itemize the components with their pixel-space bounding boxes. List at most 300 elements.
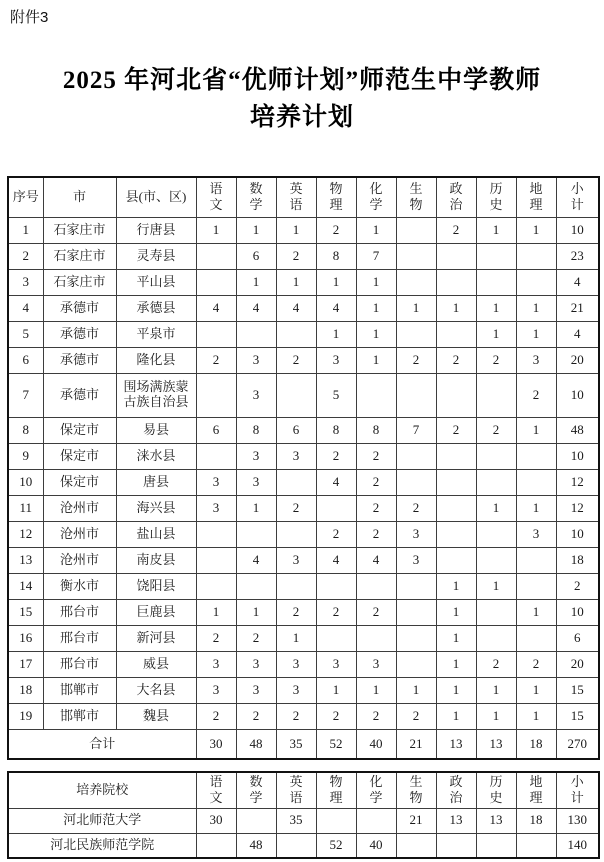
county-cell: 灵寿县 — [116, 243, 196, 269]
county-cell: 易县 — [116, 417, 196, 443]
total-label-cell: 合计 — [8, 729, 196, 759]
plan-table-row — [8, 373, 599, 417]
chemistry-value-cell: 1 — [356, 269, 396, 295]
physics-value-cell: 2 — [316, 217, 356, 243]
city-cell: 沧州市 — [43, 547, 116, 573]
col-header-history: 历史 — [476, 177, 516, 217]
politics-value-cell: 2 — [436, 217, 476, 243]
history-value-cell — [476, 599, 516, 625]
page-title-line-2: 培养计划 — [249, 104, 354, 131]
chemistry-value-cell: 1 — [356, 295, 396, 321]
plan-table-row — [8, 651, 599, 677]
math-value-cell — [236, 521, 276, 547]
physics-value-cell: 8 — [316, 243, 356, 269]
chemistry-value-cell: 1 — [356, 347, 396, 373]
english-value-cell: 3 — [276, 677, 316, 703]
subtotal-value-cell: 20 — [556, 651, 599, 677]
chemistry-value-cell: 2 — [356, 443, 396, 469]
chinese-value-cell — [196, 833, 236, 858]
city-cell: 承德市 — [43, 347, 116, 373]
city-cell: 石家庄市 — [43, 243, 116, 269]
row-number-cell: 8 — [8, 417, 43, 443]
col-header-math: 数学 — [236, 772, 276, 808]
history-value-cell: 1 — [476, 495, 516, 521]
biology-value-cell — [396, 833, 436, 858]
biology-value-cell — [396, 217, 436, 243]
col-header-chemistry: 化学 — [356, 772, 396, 808]
biology-value-cell: 7 — [396, 417, 436, 443]
chemistry-value-cell: 3 — [356, 651, 396, 677]
chemistry-value-cell: 1 — [356, 321, 396, 347]
geography-value-cell: 18 — [516, 808, 556, 833]
plan-table-header-row — [8, 177, 599, 217]
plan-table-row — [8, 321, 599, 347]
biology-value-cell — [396, 651, 436, 677]
biology-value-cell: 3 — [396, 547, 436, 573]
english-value-cell: 2 — [276, 599, 316, 625]
english-value-cell: 2 — [276, 703, 316, 729]
chinese-value-cell: 1 — [196, 217, 236, 243]
math-value-cell: 1 — [236, 495, 276, 521]
col-header-physics: 物理 — [316, 177, 356, 217]
subtotal-value-cell: 18 — [556, 547, 599, 573]
physics-value-cell: 1 — [316, 321, 356, 347]
col-header-geography: 地理 — [516, 772, 556, 808]
politics-value-cell — [436, 373, 476, 417]
col-header-politics: 政治 — [436, 772, 476, 808]
history-total-cell: 13 — [476, 729, 516, 759]
plan-table — [7, 176, 600, 760]
physics-value-cell: 3 — [316, 347, 356, 373]
history-value-cell: 13 — [476, 808, 516, 833]
history-value-cell: 2 — [476, 347, 516, 373]
politics-value-cell: 2 — [436, 417, 476, 443]
physics-value-cell — [316, 808, 356, 833]
chemistry-value-cell — [356, 573, 396, 599]
biology-value-cell — [396, 269, 436, 295]
math-value-cell: 3 — [236, 651, 276, 677]
english-value-cell: 3 — [276, 651, 316, 677]
math-value-cell: 8 — [236, 417, 276, 443]
chemistry-value-cell: 2 — [356, 495, 396, 521]
plan-table-total-row — [8, 729, 599, 759]
city-cell: 邢台市 — [43, 599, 116, 625]
biology-value-cell: 3 — [396, 521, 436, 547]
chemistry-value-cell: 1 — [356, 217, 396, 243]
math-value-cell: 4 — [236, 295, 276, 321]
subtotal-value-cell: 2 — [556, 573, 599, 599]
english-value-cell: 4 — [276, 295, 316, 321]
chemistry-value-cell: 2 — [356, 599, 396, 625]
biology-value-cell — [396, 443, 436, 469]
county-cell: 南皮县 — [116, 547, 196, 573]
plan-table-row — [8, 677, 599, 703]
geography-value-cell: 2 — [516, 651, 556, 677]
biology-value-cell — [396, 243, 436, 269]
row-number-cell: 10 — [8, 469, 43, 495]
county-cell: 行唐县 — [116, 217, 196, 243]
math-value-cell — [236, 321, 276, 347]
subtotal-value-cell: 20 — [556, 347, 599, 373]
math-value-cell — [236, 573, 276, 599]
physics-value-cell: 8 — [316, 417, 356, 443]
row-number-cell: 6 — [8, 347, 43, 373]
plan-table-row — [8, 625, 599, 651]
math-value-cell: 48 — [236, 833, 276, 858]
physics-value-cell: 52 — [316, 833, 356, 858]
biology-value-cell — [396, 321, 436, 347]
math-total-cell: 48 — [236, 729, 276, 759]
subtotal-value-cell: 140 — [556, 833, 599, 858]
plan-table-row — [8, 547, 599, 573]
col-header-history: 历史 — [476, 772, 516, 808]
history-value-cell: 1 — [476, 703, 516, 729]
col-header-math: 数学 — [236, 177, 276, 217]
chemistry-value-cell: 7 — [356, 243, 396, 269]
politics-value-cell: 1 — [436, 625, 476, 651]
chemistry-value-cell: 40 — [356, 833, 396, 858]
city-cell: 承德市 — [43, 295, 116, 321]
school-table-header-row — [8, 772, 599, 808]
chinese-value-cell: 3 — [196, 469, 236, 495]
county-cell: 海兴县 — [116, 495, 196, 521]
physics-total-cell: 52 — [316, 729, 356, 759]
english-value-cell — [276, 521, 316, 547]
physics-value-cell — [316, 495, 356, 521]
physics-value-cell: 4 — [316, 469, 356, 495]
plan-table-row — [8, 443, 599, 469]
english-value-cell — [276, 373, 316, 417]
geography-value-cell: 1 — [516, 495, 556, 521]
row-number-cell: 2 — [8, 243, 43, 269]
chinese-value-cell: 1 — [196, 599, 236, 625]
math-value-cell: 3 — [236, 443, 276, 469]
row-number-cell: 19 — [8, 703, 43, 729]
col-header-chinese: 语文 — [196, 772, 236, 808]
chemistry-value-cell — [356, 373, 396, 417]
city-cell: 衡水市 — [43, 573, 116, 599]
geography-value-cell: 3 — [516, 521, 556, 547]
row-number-cell: 3 — [8, 269, 43, 295]
plan-table-row — [8, 573, 599, 599]
chinese-value-cell: 2 — [196, 703, 236, 729]
physics-value-cell: 2 — [316, 521, 356, 547]
geography-value-cell: 1 — [516, 417, 556, 443]
politics-total-cell: 13 — [436, 729, 476, 759]
physics-value-cell — [316, 573, 356, 599]
history-value-cell — [476, 521, 516, 547]
english-value-cell: 1 — [276, 269, 316, 295]
city-cell: 沧州市 — [43, 521, 116, 547]
politics-value-cell: 13 — [436, 808, 476, 833]
politics-value-cell: 1 — [436, 703, 476, 729]
politics-value-cell: 1 — [436, 573, 476, 599]
geography-value-cell: 1 — [516, 295, 556, 321]
chemistry-value-cell — [356, 808, 396, 833]
math-value-cell — [236, 808, 276, 833]
subtotal-value-cell: 23 — [556, 243, 599, 269]
chemistry-value-cell: 4 — [356, 547, 396, 573]
politics-value-cell — [436, 833, 476, 858]
geography-value-cell: 2 — [516, 373, 556, 417]
math-value-cell: 6 — [236, 243, 276, 269]
subtotal-value-cell: 10 — [556, 521, 599, 547]
math-value-cell: 3 — [236, 677, 276, 703]
subtotal-value-cell: 15 — [556, 677, 599, 703]
subtotal-value-cell: 12 — [556, 469, 599, 495]
col-header-physics: 物理 — [316, 772, 356, 808]
geography-value-cell — [516, 833, 556, 858]
city-cell: 承德市 — [43, 373, 116, 417]
chinese-value-cell — [196, 243, 236, 269]
politics-value-cell — [436, 495, 476, 521]
col-header-english: 英语 — [276, 772, 316, 808]
county-cell: 承德县 — [116, 295, 196, 321]
politics-value-cell: 1 — [436, 677, 476, 703]
subtotal-value-cell: 4 — [556, 269, 599, 295]
plan-table-row — [8, 521, 599, 547]
subtotal-total-cell: 270 — [556, 729, 599, 759]
county-cell: 隆化县 — [116, 347, 196, 373]
biology-value-cell: 2 — [396, 347, 436, 373]
politics-value-cell — [436, 547, 476, 573]
biology-value-cell: 2 — [396, 703, 436, 729]
school-name-cell: 河北民族师范学院 — [8, 833, 196, 858]
geography-value-cell: 1 — [516, 703, 556, 729]
row-number-cell: 5 — [8, 321, 43, 347]
page-title — [0, 62, 604, 136]
row-number-cell: 11 — [8, 495, 43, 521]
geography-value-cell — [516, 547, 556, 573]
history-value-cell: 1 — [476, 217, 516, 243]
geography-value-cell — [516, 469, 556, 495]
col-header-subtotal: 小计 — [556, 177, 599, 217]
page-title-line-1: 2025 年河北省“优师计划”师范生中学教师 — [62, 67, 542, 94]
geography-value-cell — [516, 573, 556, 599]
history-value-cell: 2 — [476, 651, 516, 677]
history-value-cell — [476, 269, 516, 295]
chemistry-value-cell: 2 — [356, 469, 396, 495]
plan-table-row — [8, 495, 599, 521]
physics-value-cell: 1 — [316, 269, 356, 295]
subtotal-value-cell: 10 — [556, 599, 599, 625]
physics-value-cell: 3 — [316, 651, 356, 677]
col-header-number: 序号 — [8, 177, 43, 217]
politics-value-cell — [436, 521, 476, 547]
chemistry-value-cell: 2 — [356, 703, 396, 729]
col-header-county: 县(市、区) — [116, 177, 196, 217]
county-cell: 盐山县 — [116, 521, 196, 547]
physics-value-cell: 2 — [316, 703, 356, 729]
biology-total-cell: 21 — [396, 729, 436, 759]
plan-table-row — [8, 243, 599, 269]
row-number-cell: 4 — [8, 295, 43, 321]
biology-value-cell — [396, 469, 436, 495]
county-cell: 饶阳县 — [116, 573, 196, 599]
subtotal-value-cell: 12 — [556, 495, 599, 521]
col-header-school: 培养院校 — [8, 772, 196, 808]
city-cell: 承德市 — [43, 321, 116, 347]
row-number-cell: 1 — [8, 217, 43, 243]
math-value-cell: 4 — [236, 547, 276, 573]
history-value-cell: 1 — [476, 295, 516, 321]
english-value-cell: 1 — [276, 217, 316, 243]
physics-value-cell: 5 — [316, 373, 356, 417]
city-cell: 邢台市 — [43, 625, 116, 651]
subtotal-value-cell: 6 — [556, 625, 599, 651]
city-cell: 保定市 — [43, 417, 116, 443]
english-value-cell — [276, 573, 316, 599]
row-number-cell: 12 — [8, 521, 43, 547]
history-value-cell: 1 — [476, 573, 516, 599]
chemistry-value-cell: 1 — [356, 677, 396, 703]
chinese-value-cell — [196, 521, 236, 547]
chinese-value-cell: 2 — [196, 347, 236, 373]
county-cell: 新河县 — [116, 625, 196, 651]
history-value-cell — [476, 833, 516, 858]
city-cell: 邢台市 — [43, 651, 116, 677]
subtotal-value-cell: 48 — [556, 417, 599, 443]
row-number-cell: 16 — [8, 625, 43, 651]
row-number-cell: 7 — [8, 373, 43, 417]
chinese-value-cell — [196, 321, 236, 347]
politics-value-cell — [436, 321, 476, 347]
plan-table-row — [8, 417, 599, 443]
english-value-cell: 2 — [276, 347, 316, 373]
row-number-cell: 9 — [8, 443, 43, 469]
subtotal-value-cell: 21 — [556, 295, 599, 321]
politics-value-cell: 1 — [436, 651, 476, 677]
geography-value-cell: 1 — [516, 217, 556, 243]
history-value-cell: 1 — [476, 321, 516, 347]
plan-table-row — [8, 295, 599, 321]
chinese-total-cell: 30 — [196, 729, 236, 759]
county-cell: 涞水县 — [116, 443, 196, 469]
english-value-cell — [276, 321, 316, 347]
city-cell: 邯郸市 — [43, 703, 116, 729]
chemistry-value-cell — [356, 625, 396, 651]
subtotal-value-cell: 15 — [556, 703, 599, 729]
biology-value-cell — [396, 625, 436, 651]
math-value-cell: 3 — [236, 347, 276, 373]
chinese-value-cell: 6 — [196, 417, 236, 443]
history-value-cell: 1 — [476, 677, 516, 703]
chemistry-value-cell: 8 — [356, 417, 396, 443]
politics-value-cell — [436, 443, 476, 469]
county-cell: 平泉市 — [116, 321, 196, 347]
history-value-cell — [476, 243, 516, 269]
geography-value-cell — [516, 443, 556, 469]
physics-value-cell: 4 — [316, 547, 356, 573]
biology-value-cell — [396, 373, 436, 417]
english-value-cell: 2 — [276, 243, 316, 269]
plan-table-row — [8, 347, 599, 373]
history-value-cell — [476, 469, 516, 495]
county-cell: 巨鹿县 — [116, 599, 196, 625]
chinese-value-cell — [196, 573, 236, 599]
math-value-cell: 2 — [236, 703, 276, 729]
english-value-cell: 2 — [276, 495, 316, 521]
col-header-city: 市 — [43, 177, 116, 217]
math-value-cell: 1 — [236, 269, 276, 295]
chinese-value-cell: 3 — [196, 677, 236, 703]
col-header-biology: 生物 — [396, 177, 436, 217]
english-value-cell — [276, 833, 316, 858]
subtotal-value-cell: 10 — [556, 443, 599, 469]
geography-total-cell: 18 — [516, 729, 556, 759]
plan-table-row — [8, 469, 599, 495]
geography-value-cell — [516, 269, 556, 295]
english-value-cell: 3 — [276, 547, 316, 573]
plan-table-row — [8, 599, 599, 625]
city-cell: 保定市 — [43, 469, 116, 495]
city-cell: 石家庄市 — [43, 217, 116, 243]
chemistry-value-cell: 2 — [356, 521, 396, 547]
col-header-biology: 生物 — [396, 772, 436, 808]
history-value-cell: 2 — [476, 417, 516, 443]
chinese-value-cell — [196, 547, 236, 573]
plan-table-row — [8, 217, 599, 243]
history-value-cell — [476, 373, 516, 417]
col-header-politics: 政治 — [436, 177, 476, 217]
chinese-value-cell — [196, 269, 236, 295]
col-header-geography: 地理 — [516, 177, 556, 217]
english-value-cell: 35 — [276, 808, 316, 833]
county-cell: 魏县 — [116, 703, 196, 729]
physics-value-cell: 2 — [316, 443, 356, 469]
history-value-cell — [476, 547, 516, 573]
politics-value-cell: 1 — [436, 599, 476, 625]
attachment-label: 附件3 — [10, 9, 49, 26]
county-cell: 大名县 — [116, 677, 196, 703]
math-value-cell: 1 — [236, 217, 276, 243]
row-number-cell: 18 — [8, 677, 43, 703]
geography-value-cell — [516, 243, 556, 269]
col-header-subtotal: 小计 — [556, 772, 599, 808]
col-header-english: 英语 — [276, 177, 316, 217]
plan-table-row — [8, 703, 599, 729]
politics-value-cell — [436, 269, 476, 295]
col-header-chinese: 语文 — [196, 177, 236, 217]
politics-value-cell — [436, 243, 476, 269]
county-cell: 威县 — [116, 651, 196, 677]
history-value-cell — [476, 625, 516, 651]
school-table-row — [8, 808, 599, 833]
math-value-cell: 3 — [236, 373, 276, 417]
politics-value-cell — [436, 469, 476, 495]
physics-value-cell — [316, 625, 356, 651]
politics-value-cell: 2 — [436, 347, 476, 373]
chinese-value-cell: 30 — [196, 808, 236, 833]
chinese-value-cell: 4 — [196, 295, 236, 321]
geography-value-cell: 1 — [516, 599, 556, 625]
biology-value-cell: 1 — [396, 295, 436, 321]
city-cell: 邯郸市 — [43, 677, 116, 703]
county-cell: 唐县 — [116, 469, 196, 495]
school-name-cell: 河北师范大学 — [8, 808, 196, 833]
city-cell: 保定市 — [43, 443, 116, 469]
chinese-value-cell: 3 — [196, 495, 236, 521]
school-table-row — [8, 833, 599, 858]
col-header-chemistry: 化学 — [356, 177, 396, 217]
chemistry-total-cell: 40 — [356, 729, 396, 759]
city-cell: 沧州市 — [43, 495, 116, 521]
row-number-cell: 15 — [8, 599, 43, 625]
biology-value-cell: 21 — [396, 808, 436, 833]
chinese-value-cell — [196, 373, 236, 417]
history-value-cell — [476, 443, 516, 469]
biology-value-cell — [396, 599, 436, 625]
